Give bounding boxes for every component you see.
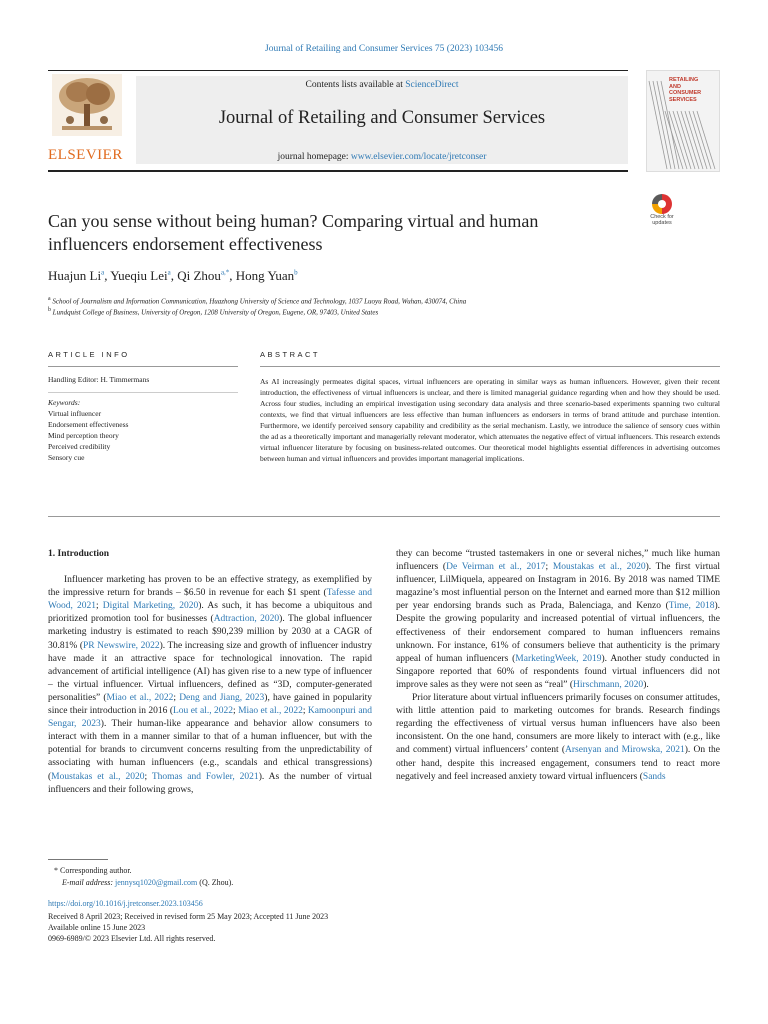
citation-link[interactable]: Hirschmann, 2020 [573,679,644,690]
section-heading: 1. Introduction [48,549,110,559]
body-paragraph [396,692,720,784]
article-info-heading: ARTICLE INFO [48,350,130,359]
paragraph-text: ; [95,601,103,612]
citation-link[interactable]: Thomas and Fowler, 2021 [151,771,259,782]
article-title: Can you sense without being human? Comparing virtual and human influencers endorsement effectiveness [48,211,539,254]
journal-banner [136,76,628,164]
publisher-name: ELSEVIER [48,147,123,163]
citation-link[interactable]: Tafesse and Wood, 2021 [48,588,372,612]
author-affil-sup[interactable]: a,* [220,268,230,277]
info-divider [48,392,238,393]
elsevier-tree-icon [52,74,122,136]
paragraph-text: ). The first virtual influencer, LilMiquela, appeared on Instagram in 2016. By 2018 was named TIME magazine’s most influential person on the Internet and earned more than $12 million per year endorsing brands such as Prada, Balenciaga, and Kenzo ( [396,562,720,612]
author-name[interactable]: Yueqiu Lei [110,268,168,283]
paragraph-text: ). Despite the growing popularity and increased potential of virtual influencers, the effectiveness of their endorsement compared to human influencers remains unknown. For instance, 61% of consumers believe that authenticity is the primary appeal of human influencers ( [396,601,720,664]
affiliation-text: School of Journalism and Information Communication, Huazhong University of Science and Technology, 1037 Luoyu Road, Wuhan, 430074, China [52,297,467,306]
check-for-updates-icon [652,194,672,214]
cover-title-line: CONSUMER [669,90,702,96]
author-affil-sup[interactable]: a [101,268,105,277]
paragraph-text: ). Their human-like appearance and behavior allow consumers to interact with them in a manner similar to that of a human influencer, but with the potential for brands to circumvent concerns resulting from the unpredictability of associating with human influencers (e.g., scandals and ethical transgressions) ( [48,719,372,782]
citation-link[interactable]: Kamoonpuri and Sengar, 2023 [48,706,373,730]
body-left-column [48,548,372,797]
citation-link[interactable]: Miao et al., 2022 [238,706,303,717]
check-for-updates-label [646,214,678,226]
author-name[interactable]: Hong Yuan [235,268,295,283]
journal-masthead [48,70,628,166]
abstract-text: As AI increasingly permeates digital spaces, virtual influencers are operating in similar ways as human influencers. However, given their recent introduction, the effectiveness of virtual influencers is unclear, and there is limited managerial guidance regarding when and how they should be used. Across four studies, including an empirical investigation using secondary data analysis and three scenario-based experiments spanning two cultural contexts, we find that virtual influencers are less effective than human influencers as endorsers in terms of brand attitude and purchase intention. Furthermore, we identify perceived sensory capability and credibility as the serial mechanism. Lastly, we introduce the salience of sensory cues within the ad as a theoretically important and managerially relevant moderator, which attenuates the negative effect of virtual influencers. This research extends virtual influencer literature by focusing on business-related outcomes. Our theoretical model highlights essential differences in advertising outcomes between human and virtual influencers and provides important managerial implications. [260,377,720,463]
homepage-prefix: journal homepage: [277,152,351,162]
paragraph-text: ; [233,706,239,717]
citation-link[interactable]: Adtraction, 2020 [213,614,280,625]
contents-line [136,80,628,90]
paragraph-text: ), have gained in popularity since their introduction in 2016 ( [48,692,373,717]
journal-title: Journal of Retailing and Consumer Services [218,108,546,128]
keyword-item: Endorsement effectiveness [48,420,129,429]
affiliation [48,307,728,316]
journal-cover-thumbnail[interactable] [646,70,720,172]
paragraph-text: ). The global influencer marketing industry is estimated to reach $90,239 million by 2030 at a CAGR of 30.81% ( [48,614,372,651]
check-for-updates-badge[interactable] [646,194,678,228]
copyright-line: 0969-6989/© 2023 Elsevier Ltd. All rights reserved. [48,934,216,943]
keywords-block [48,397,238,463]
author-name[interactable]: Huajun Li [48,268,102,283]
paragraph-text: ; [144,771,152,782]
paragraph-text: Influencer marketing has proven to be an effective strategy, as exemplified by the impressive return for brands – $6.50 in revenue for each $1 spent ( [48,575,372,599]
abstract-rule [260,366,720,367]
corresponding-author-note: * Corresponding author. [54,866,132,875]
citation-link[interactable]: Lou et al., 2022 [172,706,233,717]
keyword-item: Virtual influencer [48,409,102,418]
citation-link[interactable]: Moustakas et al., 2020 [51,771,145,782]
cover-title-line: SERVICES [669,96,697,103]
paragraph-text: ; [545,562,553,573]
email-label: E-mail address: [62,878,114,887]
body-paragraph [396,548,720,692]
received-dates: Received 8 April 2023; Received in revised form 25 May 2023; Accepted 11 June 2023 [48,912,329,921]
body-paragraph [48,574,372,797]
sciencedirect-link[interactable]: ScienceDirect [405,80,459,90]
cover-title-line: AND [669,83,681,90]
available-online: Available online 15 June 2023 [48,923,146,932]
citation-link[interactable]: Digital Marketing, 2020 [102,601,199,612]
paragraph-text: ). Another study conducted in Singapore reported that 60% of respondents found virtual influencers did not improve sales as they were not seen as “real” ( [396,653,720,690]
cover-title-line: RETAILING [669,77,699,83]
citation-link[interactable]: Deng and Jiang, 2023 [179,692,265,703]
affiliation-text: Lundquist College of Business, University of Oregon, 1208 University of Oregon, Eugene, OR, 97403, United States [52,308,379,317]
email-suffix: (Q. Zhou). [197,878,234,887]
affiliation-sup: b [48,307,51,313]
paragraph-text: ; [173,692,180,703]
paragraph-text: ). [643,679,649,690]
paragraph-text: ). On the other hand, despite this increased engagement, consumers tend to react more negatively and feel increased anxiety toward virtual influencers ( [396,745,720,782]
handling-editor: Handling Editor: H. Timmermans [48,375,150,384]
citation-link[interactable]: Time, 2018 [668,601,715,612]
paragraph-text: ). The increasing size and growth of influencer industry have made it an attractive space for technological innovation. The rapid advancement of artificial intelligence (AI) has given rise to a new type of influencer – the virtual influencer. Virtual influencers, defined as “3D, computer-generated personalities” ( [48,640,373,703]
homepage-link[interactable]: www.elsevier.com/locate/jretconser [350,152,487,162]
check-label-line: Check for [650,214,674,220]
citation-link[interactable]: Miao et al., 2022 [106,692,174,703]
doi-text[interactable]: https://doi.org/10.1016/j.jretconser.2023.103456 [48,899,203,908]
elsevier-logo[interactable] [48,74,128,164]
check-label-line: updates [652,220,672,226]
keyword-item: Mind perception theory [48,431,119,440]
body-right-column [396,548,720,784]
affiliation [48,296,728,305]
citation-link[interactable]: Sands [642,771,666,782]
contents-prefix: Contents lists available at [305,80,406,90]
author-affil-sup[interactable]: a [167,268,171,277]
masthead-bottom-rule [48,170,628,172]
journal-citation[interactable]: Journal of Retailing and Consumer Services 75 (2023) 103456 [265,44,503,54]
abstract-heading: ABSTRACT [260,350,321,359]
footnote-rule [48,859,108,860]
homepage-line [136,152,628,162]
email-line [48,877,233,888]
author-list: Huajun Li$^a$, Yueqiu Lei$^a$, Qi Zhou$^{a,*}$, Hong Yuan$^b$ [48,268,298,283]
citation-link[interactable]: MarketingWeek, 2019 [515,653,602,664]
email-link[interactable]: jennysq1020@gmail.com [115,878,198,887]
cover-title [669,77,717,103]
author-affil-sup[interactable]: b [294,268,298,277]
paragraph-text: ). As the number of virtual influencers and their following grows, [48,771,372,795]
keyword-item: Sensory cue [48,453,85,462]
citation-link[interactable]: Arsenyan and Mirowska, 2021 [565,745,685,756]
article-info-rule [48,366,238,367]
citation-link[interactable]: PR Newswire, 2022 [83,640,160,651]
citation-link[interactable]: De Veirman et al., 2017 [446,562,546,573]
author-name[interactable]: Qi Zhou [177,268,221,283]
paragraph-text: they can become “trusted tastemakers in one or several niches,” much like human influencers ( [396,549,720,573]
abstract-bottom-rule [48,516,720,517]
citation-link[interactable]: Moustakas et al., 2020 [552,562,646,573]
paragraph-text: Prior literature about virtual influencers primarily focuses on consumer attitudes, with little attention paid to marketing outcomes for brands. Research findings regarding the effectiveness of virtual versus human influencers have also been inconsistent. On the one hand, consumers are more likely to interact with (e.g., like and comment) virtual influencers’ content ( [396,693,720,756]
paragraph-text: ). As such, it has become a ubiquitous and prioritized promotion tool for businesses ( [48,601,372,625]
keyword-item: Perceived credibility [48,442,111,451]
keywords-label: Keywords: [48,398,81,407]
affiliation-sup: a [48,296,51,302]
paragraph-text: ; [302,706,308,717]
doi-link[interactable] [48,898,203,909]
